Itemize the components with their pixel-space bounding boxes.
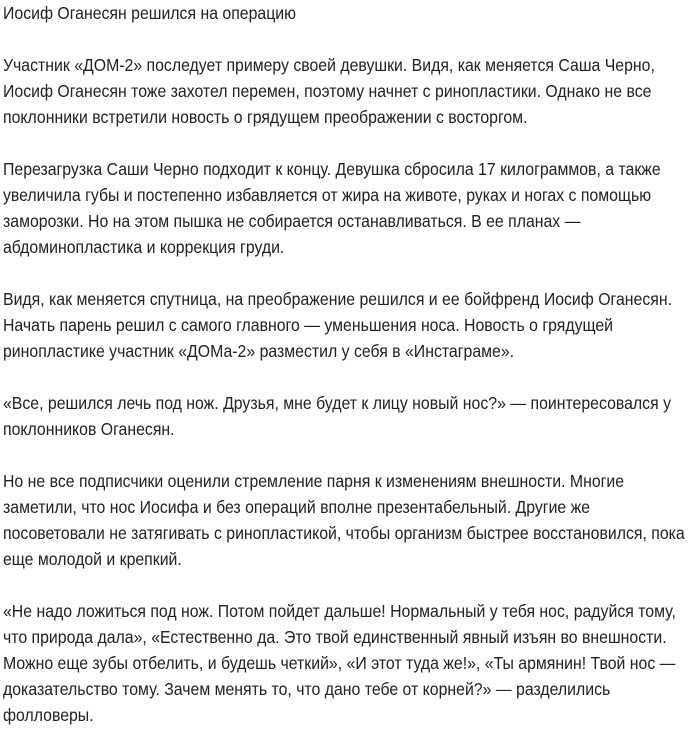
paragraph-quote: «Все, решился лечь под нож. Друзья, мне будет к лицу новый нос?» — поинтересовался у поклонников Оганесян.: [3, 393, 672, 439]
paragraph-boyfriend-decision: Видя, как меняется спутница, на преображение решился и ее бойфренд Иосиф Оганесян. Начать парень решил с самого главного — уменьшения носа. Новость о грядущей ринопластике участник «ДОМа-2» разместил у себя в «Инстаграме».: [3, 289, 672, 361]
paragraph-followers-comments: «Не надо ложиться под нож. Потом пойдет дальше! Нормальный у тебя нос, радуйся тому, что природа дала», «Естественно да. Это твой единственный явный изъян во внешности. Можно еще зубы отбелить, и будешь четкий», «И этот туда же!», «Ты армянин! Твой нос — доказательство тому. Зачем менять то, что дано тебе от корней?» — разделились фолловеры.: [3, 601, 676, 725]
article: [3, 0, 691, 728]
paragraph-intro: Участник «ДОМ-2» последует примеру своей девушки. Видя, как меняется Саша Черно, Иосиф Оганесян тоже захотел перемен, поэтому начнет с ринопластики. Однако не все поклонники встретили новость о грядущем преображении с восторгом.: [3, 55, 655, 127]
paragraph-followers-opinion: Но не все подписчики оценили стремление парня к изменениям внешности. Многие заметили, что нос Иосифа и без операций вполне презентабельный. Другие же посоветовали не затягивать с ринопластикой, чтобы организм быстрее восстановился, пока еще молодой и крепкий.: [3, 471, 685, 569]
paragraph-weight-loss: Перезагрузка Саши Черно подходит к концу. Девушка сбросила 17 килограммов, а также увеличила губы и постепенно избавляется от жира на животе, руках и ногах с помощью заморозки. Но на этом пышка не собирается останавливаться. В ее планах — абдоминопластика и коррекция груди.: [3, 159, 661, 257]
article-title: Иосиф Оганесян решился на операцию: [3, 3, 297, 23]
